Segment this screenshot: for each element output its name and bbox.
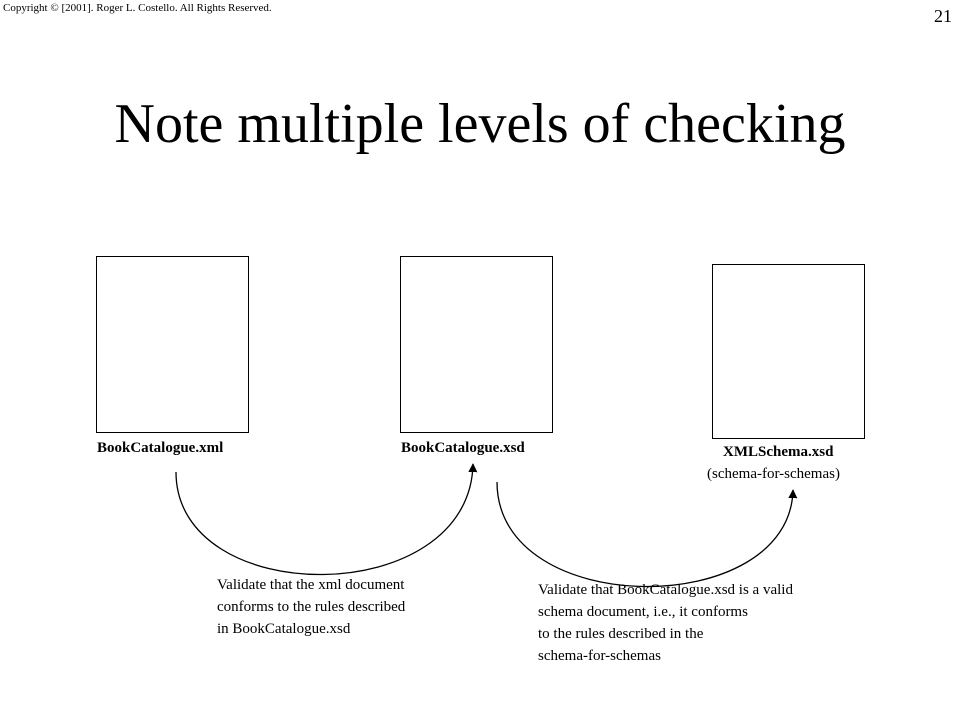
xml-document-label: BookCatalogue.xml	[97, 440, 224, 456]
xsd-to-schema-arrow	[497, 482, 793, 587]
note-line: in BookCatalogue.xsd	[217, 621, 351, 637]
note-line: Validate that BookCatalogue.xsd is a valid	[538, 582, 793, 598]
note-line: conforms to the rules described	[217, 599, 406, 615]
slide-title: Note multiple levels of checking	[114, 93, 846, 155]
page-number: 21	[934, 6, 952, 26]
schema-for-schemas-sublabel: (schema-for-schemas)	[707, 466, 840, 482]
note-line: Validate that the xml document	[217, 577, 405, 593]
xsd-document-label: BookCatalogue.xsd	[401, 440, 525, 456]
note-validate-xsd	[538, 579, 793, 667]
schema-for-schemas-label: XMLSchema.xsd	[723, 444, 834, 460]
note-line: schema-for-schemas	[538, 648, 661, 664]
copyright-notice: Copyright © [2001]. Roger L. Costello. All Rights Reserved.	[3, 2, 272, 14]
note-validate-xml	[217, 574, 405, 640]
note-line: schema document, i.e., it conforms	[538, 604, 748, 620]
xml-to-xsd-arrow	[176, 464, 473, 575]
note-line: to the rules described in the	[538, 626, 704, 642]
